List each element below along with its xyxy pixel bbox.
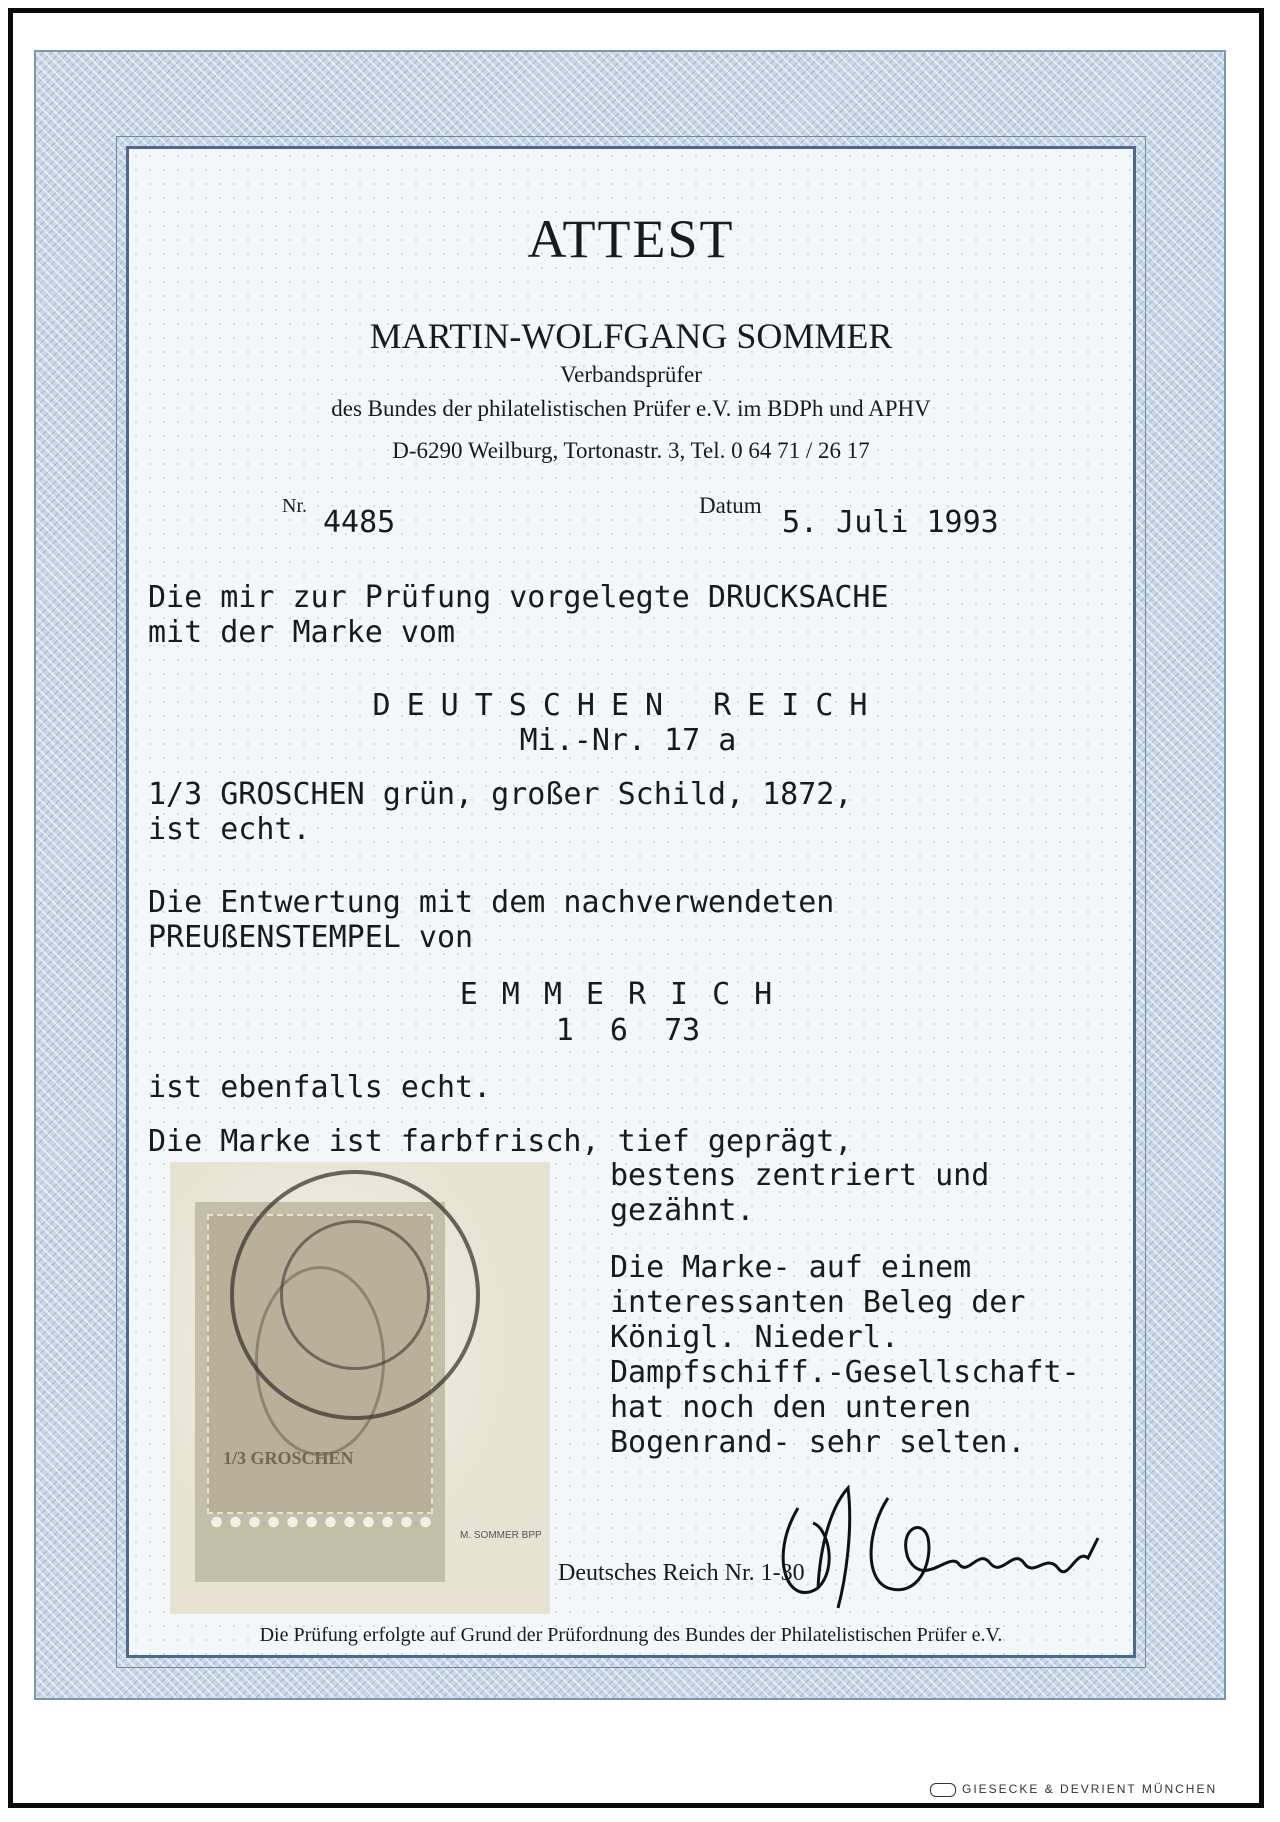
body-line: 1/3 GROSCHEN grün, großer Schild, 1872, <box>148 777 853 812</box>
certificate-number: 4485 <box>323 505 396 540</box>
cancel-date: 1 6 73 <box>555 1013 701 1048</box>
cancel-town: EMMERICH <box>459 977 797 1012</box>
right-body-line: gezähnt. <box>610 1193 755 1228</box>
datum-label: Datum <box>699 493 762 518</box>
catalog-number: Mi.-Nr. 17 a <box>519 723 737 758</box>
right-body-line: Bogenrand- sehr selten. <box>610 1425 1026 1460</box>
right-body-line: Die Marke- auf einem <box>610 1250 972 1285</box>
right-body-line: Dampfschiff.-Gesellschaft- <box>610 1355 1080 1390</box>
right-body-line: hat noch den unteren <box>610 1390 972 1425</box>
issue-country: DEUTSCHEN REICH <box>372 688 884 723</box>
postmark-circle <box>230 1170 480 1420</box>
stamp-photograph <box>170 1162 550 1614</box>
examiner-role: Verbandsprüfer <box>560 362 702 387</box>
printer-name: GIESECKE & DEVRIENT MÜNCHEN <box>962 1782 1218 1796</box>
examiner-address: D-6290 Weilburg, Tortonastr. 3, Tel. 0 64 71 / 26 17 <box>392 438 870 463</box>
body-line: Die mir zur Prüfung vorgelegte DRUCKSACHE <box>148 580 889 615</box>
body-line: PREUßENSTEMPEL von <box>148 920 474 955</box>
body-line: Die Marke ist farbfrisch, tief geprägt, <box>148 1124 853 1159</box>
body-line: mit der Marke vom <box>148 615 456 650</box>
catalog-reference: Deutsches Reich Nr. 1-30 <box>558 1560 805 1586</box>
postmark-inner-ring <box>280 1220 430 1370</box>
examiner-mark: M. SOMMER BPP <box>460 1530 542 1541</box>
stamp-value-text: 1/3 GROSCHEN <box>223 1448 354 1468</box>
body-line: ist echt. <box>148 812 311 847</box>
signature-icon <box>758 1468 1118 1618</box>
footer-note: Die Prüfung erfolgte auf Grund der Prüfordnung des Bundes der Philatelistischen Prüfer e.V. <box>259 1624 1003 1646</box>
printer-logo-icon <box>930 1783 956 1797</box>
body-line: Die Entwertung mit dem nachverwendeten <box>148 885 835 920</box>
perforation-row <box>207 1514 433 1530</box>
printer-imprint <box>930 1782 1217 1797</box>
certificate-date: 5. Juli 1993 <box>782 505 999 540</box>
nr-label: Nr. <box>282 495 307 517</box>
examiner-name: MARTIN-WOLFGANG SOMMER <box>369 316 893 356</box>
body-line: ist ebenfalls echt. <box>148 1070 492 1105</box>
right-body-line: interessanten Beleg der <box>610 1285 1026 1320</box>
right-body-line: Königl. Niederl. <box>610 1320 899 1355</box>
certificate-title: ATTEST <box>527 209 735 269</box>
examiner-association: des Bundes der philatelistischen Prüfer e.V. im BDPh und APHV <box>331 396 931 421</box>
right-body-line: bestens zentriert und <box>610 1158 990 1193</box>
